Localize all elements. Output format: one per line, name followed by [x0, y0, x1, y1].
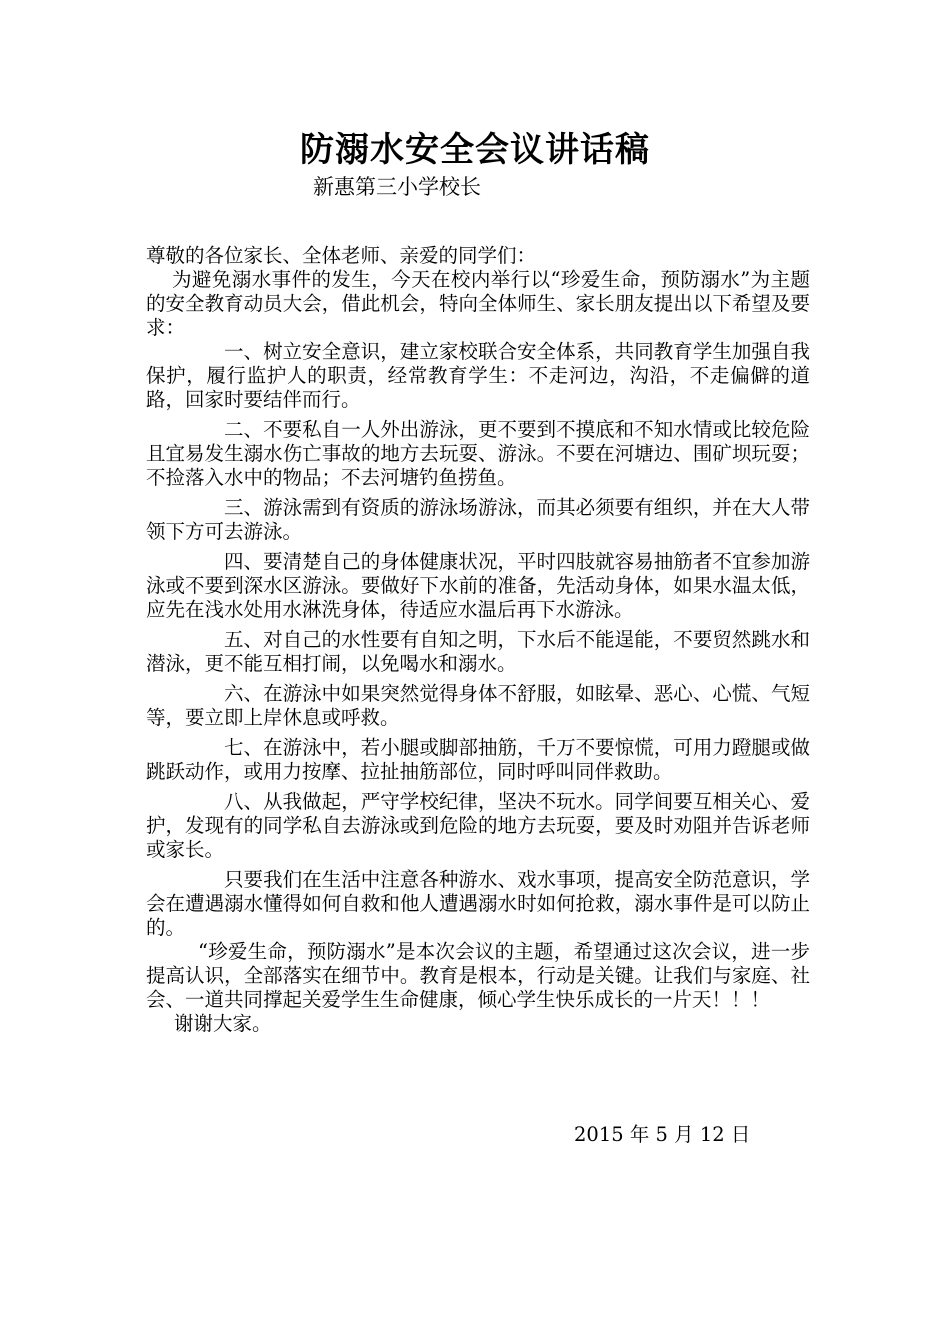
requirement-item-5: 五、对自己的水性要有自知之明，下水后不能逞能，不要贸然跳水和潜泳，更不能互相打闹，以免喝水和溺水。	[146, 628, 810, 675]
thanks-line: 谢谢大家。	[174, 1012, 272, 1035]
requirement-item-3: 三、游泳需到有资质的游泳场游泳，而其必须要有组织，并在大人带领下方可去游泳。	[146, 496, 810, 543]
requirement-item-7: 七、在游泳中，若小腿或脚部抽筋，千万不要惊慌，可用力蹬腿或做跳跃动作，或用力按摩、拉扯抽筋部位，同时呼叫同伴救助。	[146, 736, 810, 783]
requirement-item-1: 一、树立安全意识，建立家校联合安全体系，共同教育学生加强自我保护，履行监护人的职责，经常教育学生：不走河边，沟沿，不走偏僻的道路，回家时要结伴而行。	[146, 340, 810, 411]
requirement-item-8: 八、从我做起，严守学校纪律，坚决不玩水。同学间要互相关心、爱护，发现有的同学私自去游泳或到危险的地方去玩耍，要及时劝阻并告诉老师或家长。	[146, 790, 810, 861]
summary-paragraph: 只要我们在生活中注意各种游水、戏水事项，提高安全防范意识，学会在遭遇溺水懂得如何自救和他人遭遇溺水时如何抢救，溺水事件是可以防止的。	[146, 868, 810, 939]
document-body	[146, 244, 810, 1036]
conclusion-paragraph: “珍爱生命，预防溺水”是本次会议的主题，希望通过这次会议，进一步提高认识，全部落实在细节中。教育是根本，行动是关键。让我们与家庭、社会、一道共同撑起关爱学生生命健康，倾心学生快乐成长的一片天！！！	[146, 940, 810, 1011]
document-date: 2015 年 5 月 12 日	[574, 1123, 751, 1146]
salutation: 尊敬的各位家长、全体老师、亲爱的同学们：	[146, 244, 537, 267]
requirement-item-6: 六、在游泳中如果突然觉得身体不舒服，如眩晕、恶心、心慌、气短等，要立即上岸休息或呼救。	[146, 682, 810, 729]
intro-paragraph: 为避免溺水事件的发生，今天在校内举行以“珍爱生命，预防溺水”为主题的安全教育动员大会，借此机会，特向全体师生、家长朋友提出以下希望及要求：	[146, 268, 810, 339]
document-title: 防溺水安全会议讲话稿	[300, 130, 650, 170]
requirement-item-2: 二、不要私自一人外出游泳，更不要到不摸底和不知水情或比较危险且宜易发生溺水伤亡事故的地方去玩耍、游泳。不要在河塘边、围矿坝玩耍；不捡落入水中的物品；不去河塘钓鱼捞鱼。	[146, 418, 810, 489]
document-author: 新惠第三小学校长	[313, 175, 481, 199]
requirement-item-4: 四、要清楚自己的身体健康状况，平时四肢就容易抽筋者不宜参加游泳或不要到深水区游泳。要做好下水前的准备，先活动身体，如果水温太低，应先在浅水处用水淋洗身体，待适应水温后再下水游泳。	[146, 550, 810, 621]
